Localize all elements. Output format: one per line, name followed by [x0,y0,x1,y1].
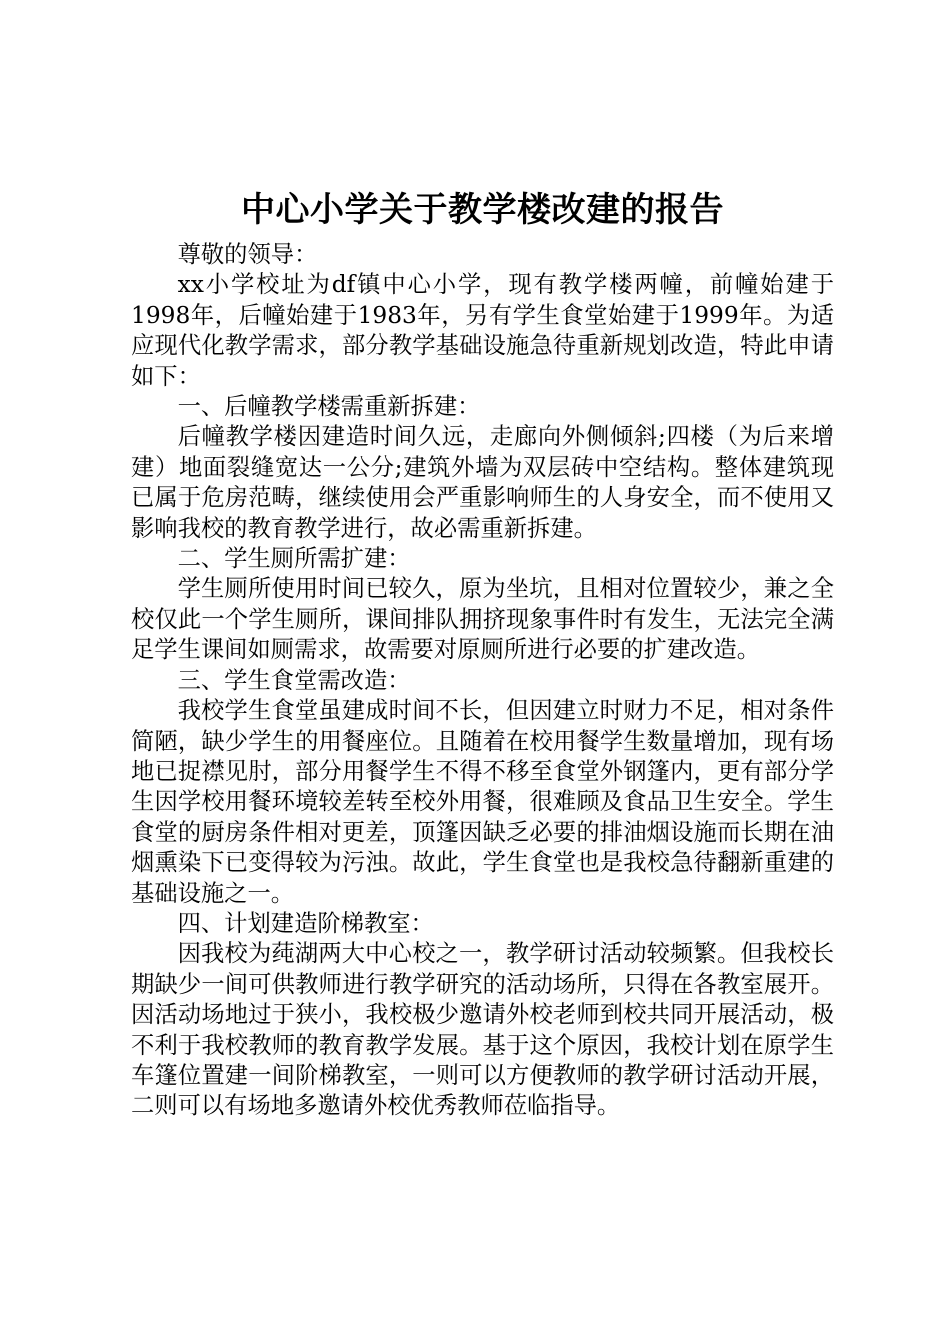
section-heading-3: 三、学生食堂需改造： [177,666,411,694]
document-body [131,240,834,1122]
section-paragraph-1: 后幢教学楼因建造时间久远，走廊向外侧倾斜;四楼（为后来增建）地面裂缝宽达一公分;建筑外墙为双层砖中空结构。整体建筑现已属于危房范畴，继续使用会严重影响师生的人身安全，而不使用又影响我校的教育教学进行，故必需重新拆建。 [131,423,834,542]
document-page [131,178,834,1122]
section-paragraph-3: 我校学生食堂虽建成时间不长，但因建立时财力不足，相对条件简陋，缺少学生的用餐座位。且随着在校用餐学生数量增加，现有场地已捉襟见肘，部分用餐学生不得不移至食堂外钢篷内，更有部分学生因学校用餐环境较差转至校外用餐，很难顾及食品卫生安全。学生食堂的厨房条件相对更差，顶篷因缺乏必要的排油烟设施而长期在油烟熏染下已变得较为污浊。故此，学生食堂也是我校急待翻新重建的基础设施之一。 [131,697,834,907]
section-paragraph-4: 因我校为莼湖两大中心校之一，教学研讨活动较频繁。但我校长期缺少一间可供教师进行教学研究的活动场所，只得在各教室展开。因活动场地过于狭小，我校极少邀请外校老师到校共同开展活动，极不利于我校教师的教育教学发展。基于这个原因，我校计划在原学生车篷位置建一间阶梯教室，一则可以方便教师的教学研讨活动开展，二则可以有场地多邀请外校优秀教师莅临指导。 [131,940,834,1120]
document-title: 中心小学关于教学楼改建的报告 [241,190,724,230]
section-heading-2: 二、学生厕所需扩建： [177,545,411,573]
intro-paragraph: xx小学校址为df镇中心小学，现有教学楼两幢，前幢始建于1998年，后幢始建于1983年，另有学生食堂始建于1999年。为适应现代化教学需求，部分教学基础设施急待重新规划改造，特此申请如下： [131,271,834,390]
salutation: 尊敬的领导： [177,241,318,268]
section-heading-4: 四、计划建造阶梯教室： [177,909,434,937]
section-heading-1: 一、后幢教学楼需重新拆建： [177,393,481,421]
section-paragraph-2: 学生厕所使用时间已较久，原为坐坑，且相对位置较少，兼之全校仅此一个学生厕所，课间排队拥挤现象事件时有发生，无法完全满足学生课间如厕需求，故需要对原厕所进行必要的扩建改造。 [131,575,834,664]
